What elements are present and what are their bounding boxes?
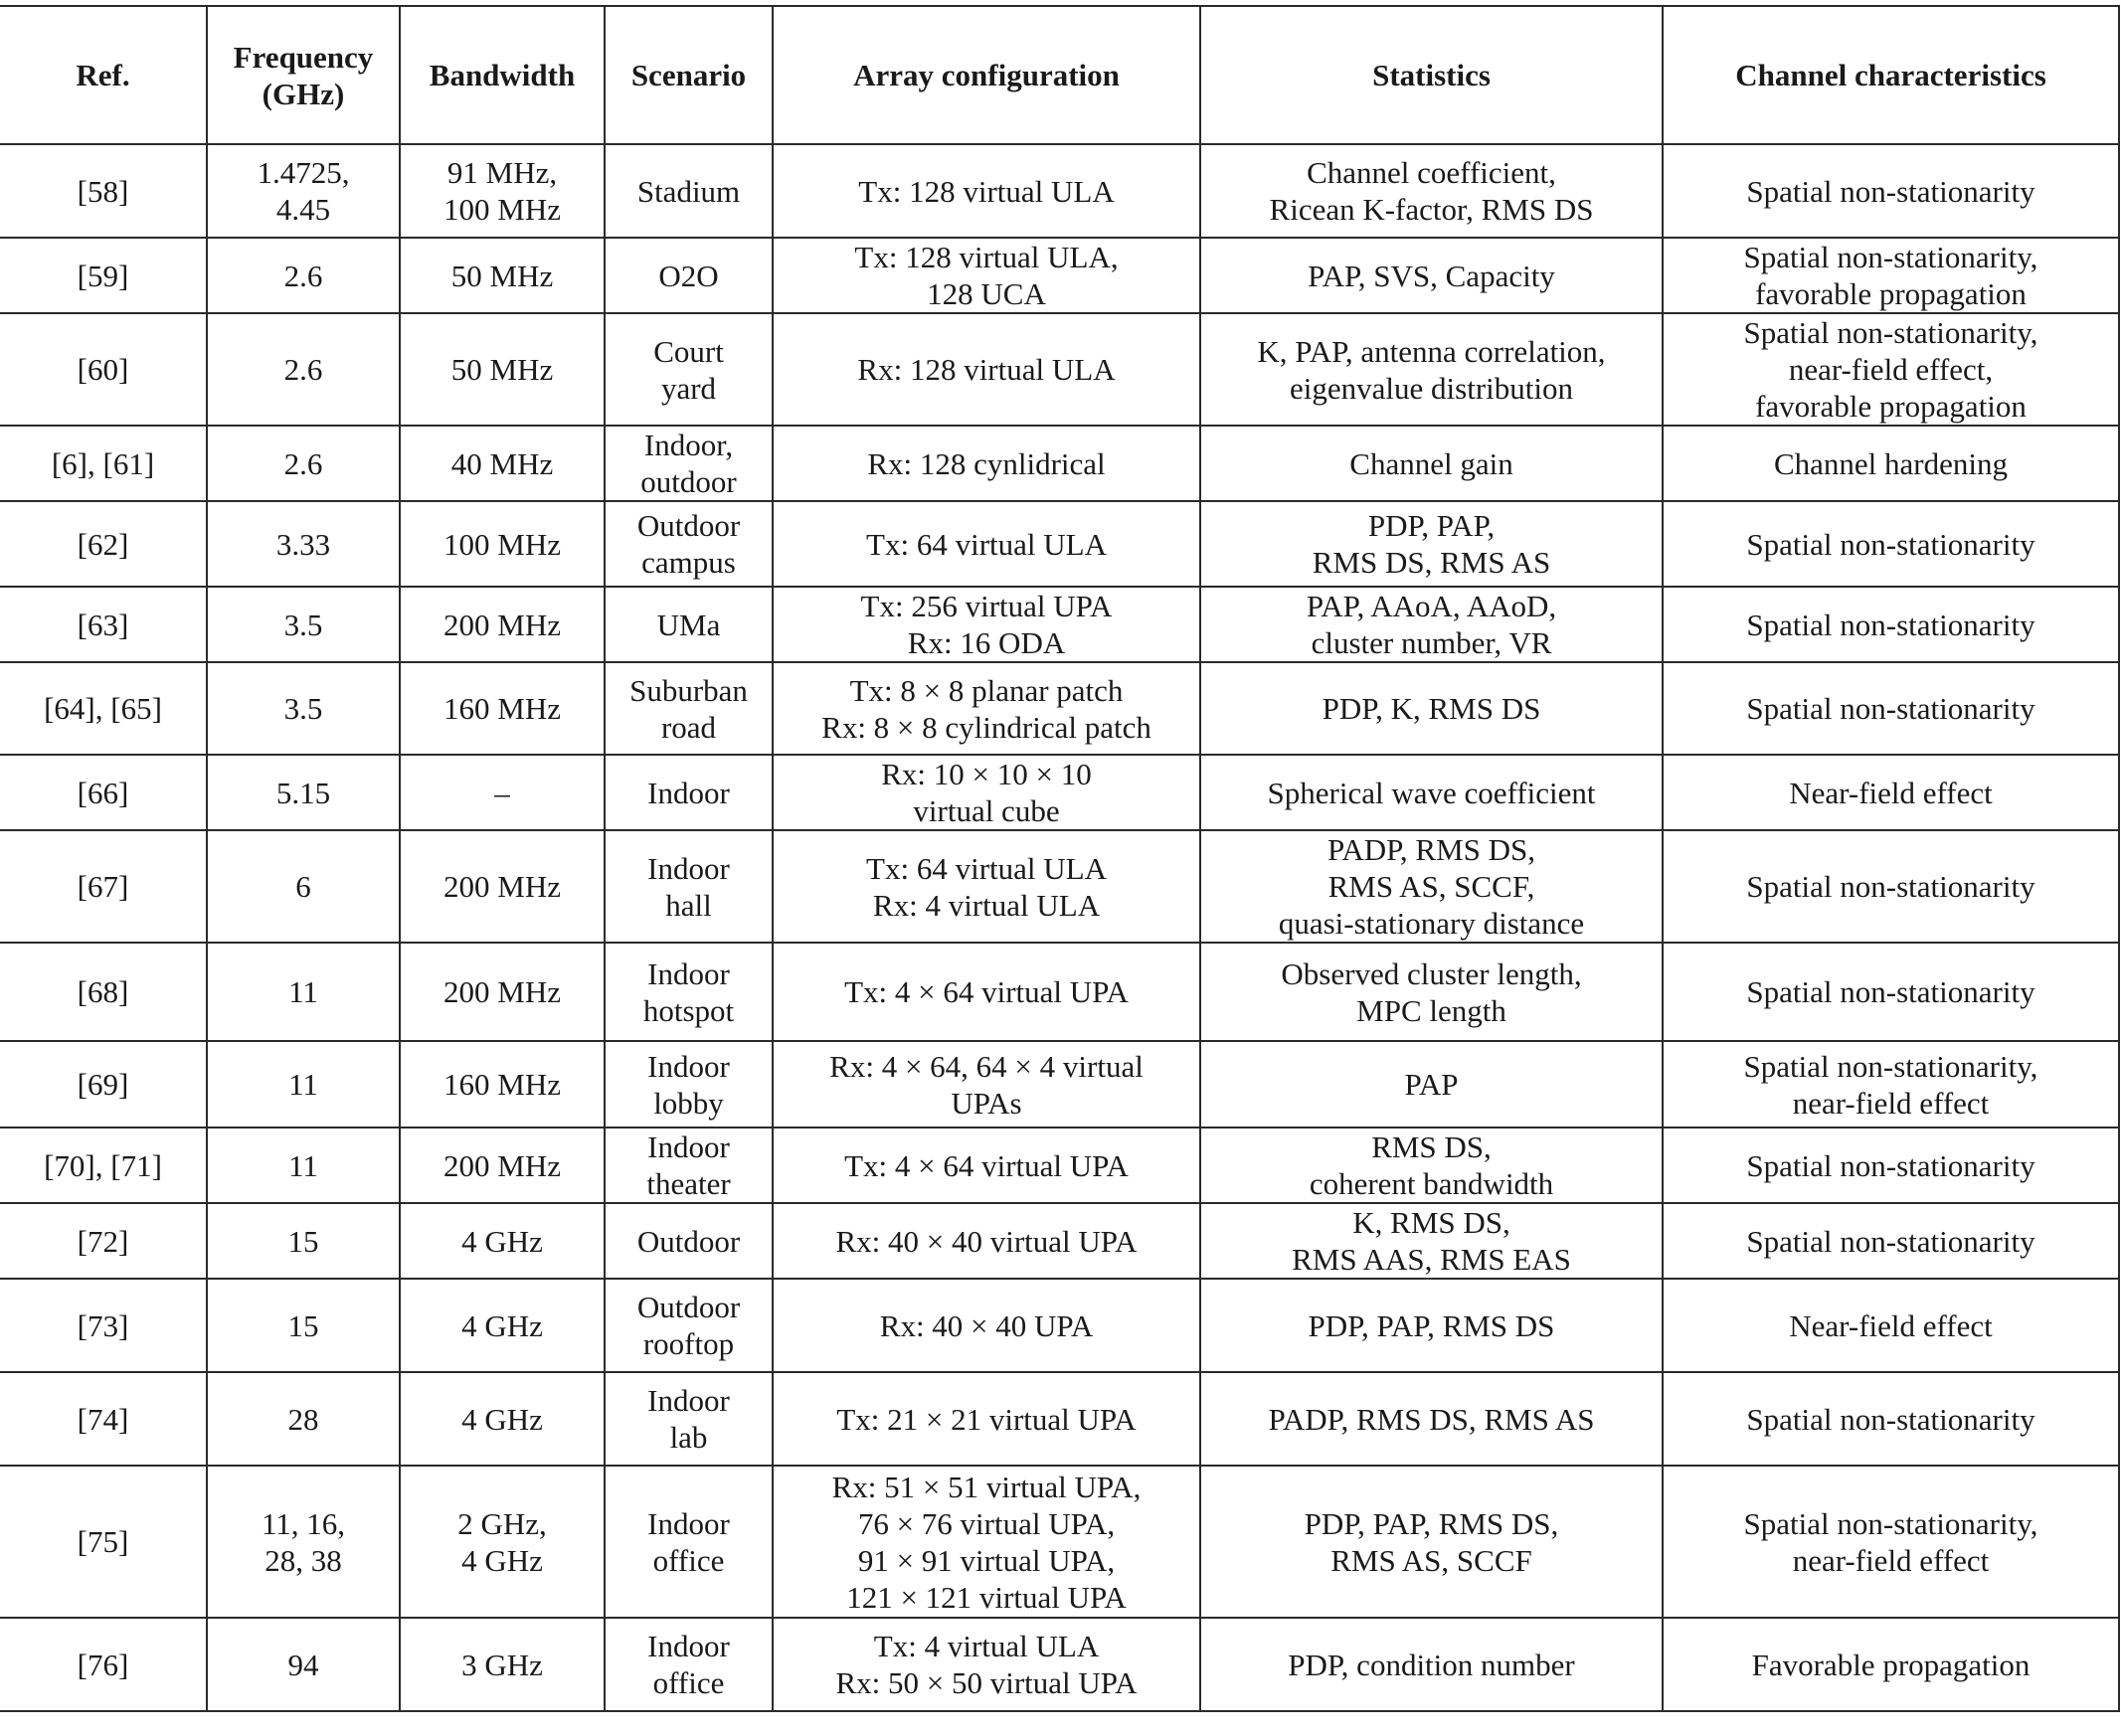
ref-cell: [64], [65] [0, 662, 207, 755]
header-row [0, 6, 2119, 144]
header-statistics: Statistics [1200, 6, 1663, 144]
array-config-cell: Tx: 4 virtual ULA Rx: 50 × 50 virtual UPA [773, 1618, 1200, 1711]
bandwidth-cell: 4 GHz [400, 1203, 605, 1279]
characteristics-cell: Spatial non-stationarity [1663, 501, 2119, 587]
ref-cell: [66] [0, 755, 207, 830]
header-channel-characteristics: Channel characteristics [1663, 6, 2119, 144]
scenario-cell: Outdoor campus [605, 501, 773, 587]
bandwidth-cell: 4 GHz [400, 1372, 605, 1466]
statistics-cell: PDP, PAP, RMS DS, RMS AS, SCCF [1200, 1466, 1663, 1618]
ref-cell: [69] [0, 1041, 207, 1128]
bandwidth-cell: 200 MHz [400, 830, 605, 943]
characteristics-cell: Favorable propagation [1663, 1618, 2119, 1711]
ref-cell: [68] [0, 943, 207, 1041]
characteristics-cell: Spatial non-stationarity [1663, 1128, 2119, 1203]
characteristics-cell: Near-field effect [1663, 755, 2119, 830]
frequency-cell: 5.15 [207, 755, 400, 830]
bandwidth-cell: 2 GHz, 4 GHz [400, 1466, 605, 1618]
bandwidth-cell: 3 GHz [400, 1618, 605, 1711]
characteristics-cell: Spatial non-stationarity [1663, 943, 2119, 1041]
statistics-cell: PDP, K, RMS DS [1200, 662, 1663, 755]
header-bandwidth: Bandwidth [400, 6, 605, 144]
header-frequency: Frequency (GHz) [207, 6, 400, 144]
frequency-cell: 3.33 [207, 501, 400, 587]
bandwidth-cell: – [400, 755, 605, 830]
frequency-cell: 11, 16, 28, 38 [207, 1466, 400, 1618]
array-config-cell: Tx: 21 × 21 virtual UPA [773, 1372, 1200, 1466]
table-row [0, 313, 2119, 426]
statistics-cell: PDP, condition number [1200, 1618, 1663, 1711]
scenario-cell: Indoor, outdoor [605, 426, 773, 501]
array-config-cell: Rx: 128 virtual ULA [773, 313, 1200, 426]
scenario-cell: Indoor office [605, 1618, 773, 1711]
ref-cell: [70], [71] [0, 1128, 207, 1203]
scenario-cell: Stadium [605, 144, 773, 238]
header-array-configuration: Array configuration [773, 6, 1200, 144]
array-config-cell: Tx: 8 × 8 planar patch Rx: 8 × 8 cylindrical patch [773, 662, 1200, 755]
bandwidth-cell: 4 GHz [400, 1279, 605, 1372]
ref-cell: [67] [0, 830, 207, 943]
bandwidth-cell: 50 MHz [400, 313, 605, 426]
bandwidth-cell: 200 MHz [400, 943, 605, 1041]
scenario-cell: Indoor [605, 755, 773, 830]
measurement-table [0, 5, 2120, 1712]
table-row [0, 587, 2119, 662]
scenario-cell: Suburban road [605, 662, 773, 755]
array-config-cell: Rx: 40 × 40 virtual UPA [773, 1203, 1200, 1279]
statistics-cell: PAP, SVS, Capacity [1200, 238, 1663, 313]
frequency-cell: 2.6 [207, 313, 400, 426]
table-row [0, 1466, 2119, 1618]
ref-cell: [58] [0, 144, 207, 238]
statistics-cell: PADP, RMS DS, RMS AS [1200, 1372, 1663, 1466]
statistics-cell: K, RMS DS, RMS AAS, RMS EAS [1200, 1203, 1663, 1279]
table-row [0, 501, 2119, 587]
frequency-cell: 2.6 [207, 426, 400, 501]
scenario-cell: Indoor theater [605, 1128, 773, 1203]
array-config-cell: Rx: 10 × 10 × 10 virtual cube [773, 755, 1200, 830]
frequency-cell: 2.6 [207, 238, 400, 313]
scenario-cell: O2O [605, 238, 773, 313]
characteristics-cell: Spatial non-stationarity [1663, 587, 2119, 662]
characteristics-cell: Spatial non-stationarity [1663, 1372, 2119, 1466]
ref-cell: [72] [0, 1203, 207, 1279]
frequency-cell: 3.5 [207, 662, 400, 755]
table-row [0, 426, 2119, 501]
array-config-cell: Tx: 4 × 64 virtual UPA [773, 1128, 1200, 1203]
statistics-cell: Channel gain [1200, 426, 1663, 501]
array-config-cell: Rx: 128 cynlidrical [773, 426, 1200, 501]
array-config-cell: Rx: 51 × 51 virtual UPA, 76 × 76 virtual UPA, 91 × 91 virtual UPA, 121 × 121 virtual UPA [773, 1466, 1200, 1618]
array-config-cell: Rx: 4 × 64, 64 × 4 virtual UPAs [773, 1041, 1200, 1128]
table-row [0, 144, 2119, 238]
array-config-cell: Tx: 64 virtual ULA Rx: 4 virtual ULA [773, 830, 1200, 943]
statistics-cell: Observed cluster length, MPC length [1200, 943, 1663, 1041]
scenario-cell: Outdoor [605, 1203, 773, 1279]
bandwidth-cell: 160 MHz [400, 662, 605, 755]
table-body [0, 144, 2119, 1711]
frequency-cell: 6 [207, 830, 400, 943]
characteristics-cell: Spatial non-stationarity, near-field effect, favorable propagation [1663, 313, 2119, 426]
table-row [0, 1279, 2119, 1372]
bandwidth-cell: 160 MHz [400, 1041, 605, 1128]
characteristics-cell: Spatial non-stationarity [1663, 830, 2119, 943]
frequency-cell: 94 [207, 1618, 400, 1711]
characteristics-cell: Spatial non-stationarity [1663, 662, 2119, 755]
statistics-cell: Spherical wave coefficient [1200, 755, 1663, 830]
table-row [0, 1372, 2119, 1466]
scenario-cell: Court yard [605, 313, 773, 426]
scenario-cell: Indoor office [605, 1466, 773, 1618]
table-row [0, 238, 2119, 313]
ref-cell: [75] [0, 1466, 207, 1618]
array-config-cell: Tx: 4 × 64 virtual UPA [773, 943, 1200, 1041]
ref-cell: [76] [0, 1618, 207, 1711]
ref-cell: [73] [0, 1279, 207, 1372]
bandwidth-cell: 200 MHz [400, 1128, 605, 1203]
ref-cell: [6], [61] [0, 426, 207, 501]
table-row [0, 1203, 2119, 1279]
array-config-cell: Tx: 256 virtual UPA Rx: 16 ODA [773, 587, 1200, 662]
ref-cell: [60] [0, 313, 207, 426]
frequency-cell: 15 [207, 1279, 400, 1372]
scenario-cell: Indoor lab [605, 1372, 773, 1466]
bandwidth-cell: 91 MHz, 100 MHz [400, 144, 605, 238]
frequency-cell: 11 [207, 1128, 400, 1203]
scenario-cell: Indoor hall [605, 830, 773, 943]
array-config-cell: Rx: 40 × 40 UPA [773, 1279, 1200, 1372]
bandwidth-cell: 40 MHz [400, 426, 605, 501]
characteristics-cell: Spatial non-stationarity [1663, 144, 2119, 238]
scenario-cell: Indoor lobby [605, 1041, 773, 1128]
scenario-cell: Indoor hotspot [605, 943, 773, 1041]
statistics-cell: PAP, AAoA, AAoD, cluster number, VR [1200, 587, 1663, 662]
scenario-cell: Outdoor rooftop [605, 1279, 773, 1372]
bandwidth-cell: 100 MHz [400, 501, 605, 587]
characteristics-cell: Spatial non-stationarity [1663, 1203, 2119, 1279]
characteristics-cell: Channel hardening [1663, 426, 2119, 501]
scenario-cell: UMa [605, 587, 773, 662]
statistics-cell: RMS DS, coherent bandwidth [1200, 1128, 1663, 1203]
characteristics-cell: Spatial non-stationarity, favorable propagation [1663, 238, 2119, 313]
statistics-cell: PDP, PAP, RMS DS [1200, 1279, 1663, 1372]
table-row [0, 1041, 2119, 1128]
ref-cell: [74] [0, 1372, 207, 1466]
ref-cell: [59] [0, 238, 207, 313]
statistics-cell: K, PAP, antenna correlation, eigenvalue distribution [1200, 313, 1663, 426]
table-row [0, 943, 2119, 1041]
frequency-cell: 15 [207, 1203, 400, 1279]
table-row [0, 1128, 2119, 1203]
bandwidth-cell: 50 MHz [400, 238, 605, 313]
characteristics-cell: Near-field effect [1663, 1279, 2119, 1372]
array-config-cell: Tx: 128 virtual ULA [773, 144, 1200, 238]
frequency-cell: 1.4725, 4.45 [207, 144, 400, 238]
table-row [0, 830, 2119, 943]
header-scenario: Scenario [605, 6, 773, 144]
ref-cell: [62] [0, 501, 207, 587]
frequency-cell: 28 [207, 1372, 400, 1466]
frequency-cell: 11 [207, 943, 400, 1041]
ref-cell: [63] [0, 587, 207, 662]
bandwidth-cell: 200 MHz [400, 587, 605, 662]
frequency-cell: 3.5 [207, 587, 400, 662]
frequency-cell: 11 [207, 1041, 400, 1128]
table-row [0, 662, 2119, 755]
table-row [0, 1618, 2119, 1711]
statistics-cell: PDP, PAP, RMS DS, RMS AS [1200, 501, 1663, 587]
characteristics-cell: Spatial non-stationarity, near-field effect [1663, 1041, 2119, 1128]
header-ref: Ref. [0, 6, 207, 144]
statistics-cell: Channel coefficient, Ricean K-factor, RMS DS [1200, 144, 1663, 238]
characteristics-cell: Spatial non-stationarity, near-field effect [1663, 1466, 2119, 1618]
statistics-cell: PADP, RMS DS, RMS AS, SCCF, quasi-stationary distance [1200, 830, 1663, 943]
table-row [0, 755, 2119, 830]
statistics-cell: PAP [1200, 1041, 1663, 1128]
array-config-cell: Tx: 128 virtual ULA, 128 UCA [773, 238, 1200, 313]
array-config-cell: Tx: 64 virtual ULA [773, 501, 1200, 587]
